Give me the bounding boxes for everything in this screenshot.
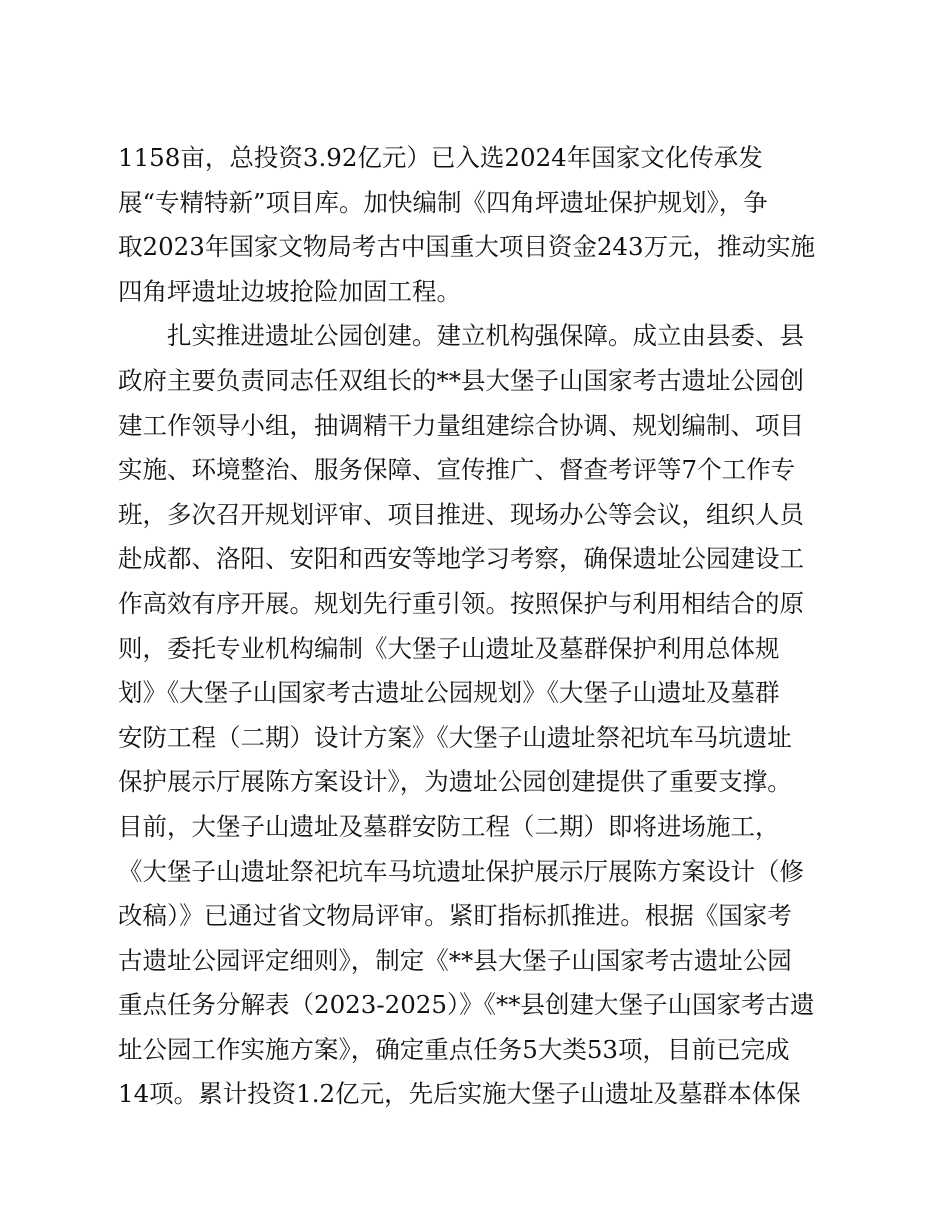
text-line: 改稿）》已通过省文物局评审。紧盯指标抓推进。根据《国家考 bbox=[118, 901, 792, 931]
paragraph-first-line: 扎实推进遗址公园创建。建立机构强保障。成立由县委、县 bbox=[167, 321, 804, 351]
text-line: 重点任务分解表（2023-2025）》《**县创建大堡子山国家考古遗 bbox=[118, 990, 815, 1020]
text-line: 14项。累计投资1.2亿元，先后实施大堡子山遗址及墓群本体保 bbox=[118, 1079, 801, 1109]
text-line: 址公园工作实施方案》，确定重点任务5大类53项，目前已完成 bbox=[118, 1034, 790, 1064]
text-line: 作高效有序开展。规划先行重引领。按照保护与利用相结合的原 bbox=[118, 588, 804, 618]
text-line: 《大堡子山遗址祭祀坑车马坑遗址保护展示厅展陈方案设计（修 bbox=[118, 856, 804, 886]
text-line: 政府主要负责同志任双组长的**县大堡子山国家考古遗址公园创 bbox=[118, 365, 804, 395]
text-line: 则，委托专业机构编制《大堡子山遗址及墓群保护利用总体规 bbox=[118, 633, 780, 663]
text-line: 目前，大堡子山遗址及墓群安防工程（二期）即将进场施工， bbox=[118, 811, 780, 841]
text-line: 展“专精特新”项目库。加快编制《四角坪遗址保护规划》，争 bbox=[118, 187, 768, 217]
body-text bbox=[118, 136, 830, 1117]
text-line: 建工作领导小组，抽调精干力量组建综合协调、规划编制、项目 bbox=[118, 410, 804, 440]
text-line: 实施、环境整治、服务保障、宣传推广、督查考评等7个工作专 bbox=[118, 455, 796, 485]
text-line: 古遗址公园评定细则》，制定《**县大堡子山国家考古遗址公园 bbox=[118, 945, 792, 975]
text-line: 保护展示厅展陈方案设计》，为遗址公园创建提供了重要支撑。 bbox=[118, 767, 792, 797]
text-line: 划》《大堡子山国家考古遗址公园规划》《大堡子山遗址及墓群 bbox=[118, 678, 780, 708]
text-line: 1158亩，总投资3.92亿元）已入选2024年国家文化传承发 bbox=[118, 143, 763, 172]
text-line: 安防工程（二期）设计方案》《大堡子山遗址祭祀坑车马坑遗址 bbox=[118, 722, 792, 752]
text-line: 四角坪遗址边坡抢险加固工程。 bbox=[118, 276, 461, 306]
text-line: 取2023年国家文物局考古中国重大项目资金243万元，推动实施 bbox=[118, 232, 816, 262]
text-line: 赴成都、洛阳、安阳和西安等地学习考察，确保遗址公园建设工 bbox=[118, 544, 804, 574]
text-line: 班，多次召开规划评审、项目推进、现场办公等会议，组织人员 bbox=[118, 499, 804, 529]
